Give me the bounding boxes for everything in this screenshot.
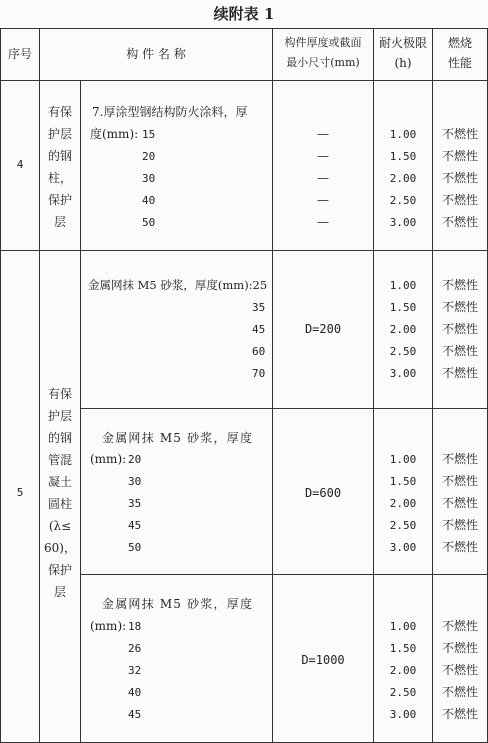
group2-desc-line1: 金属网抹 M5 砂浆，厚度: [102, 431, 254, 445]
row4-category-6: 层: [53, 215, 66, 229]
header-thickness-2: 最小尺寸(mm): [286, 56, 360, 69]
row4-category-2: 护层: [47, 127, 72, 141]
group3-dim: D=1000: [301, 653, 345, 667]
row4-dim-1: —: [317, 127, 329, 141]
group2-dim: D=600: [304, 486, 342, 500]
row4-category-4: 柱，: [47, 171, 72, 185]
group3-thickness-2: 26: [128, 642, 142, 655]
group1-burn-1: 不燃性: [441, 278, 478, 292]
row4-limit-1: 1.00: [389, 128, 417, 141]
header-seq: 序号: [7, 47, 32, 61]
group3-thickness-3: 32: [128, 664, 142, 677]
group3-limit-3: 2.00: [389, 664, 417, 677]
row4-thickness-5: 50: [142, 216, 156, 229]
row4-category-5: 保护: [47, 193, 72, 207]
group2-burn-4: 不燃性: [441, 518, 478, 532]
group1-dim: D=200: [304, 322, 342, 336]
header-limit-2: (h): [394, 56, 412, 70]
row4-limit-4: 2.50: [389, 194, 417, 207]
row4-seq: 4: [16, 158, 24, 171]
group1-burn-5: 不燃性: [441, 366, 478, 380]
group1-burn-4: 不燃性: [441, 344, 478, 358]
rule-group1-bottom: [80, 408, 488, 409]
group2-thickness-1: 20: [128, 453, 142, 466]
rule-row4-bottom: [0, 250, 488, 251]
rule-top: [0, 28, 488, 29]
row4-thickness-4: 40: [142, 194, 156, 207]
row5-seq: 5: [16, 486, 24, 499]
header-burn-1: 燃烧: [447, 36, 472, 50]
rule-header: [0, 80, 488, 81]
group1-thickness-2: 35: [252, 301, 266, 314]
group3-limit-5: 3.00: [389, 708, 417, 721]
group2-thickness-2: 30: [128, 475, 142, 488]
row5-category-1: 有保: [47, 387, 72, 401]
group1-limit-5: 3.00: [389, 367, 417, 380]
header-burn-2: 性能: [447, 56, 472, 70]
row4-limit-5: 3.00: [389, 216, 417, 229]
row5-category-5: 凝土: [47, 475, 72, 489]
group2-limit-5: 3.00: [389, 541, 417, 554]
row4-thickness-1: 15: [142, 128, 156, 141]
row4-thickness-2: 20: [142, 150, 156, 163]
group3-burn-2: 不燃性: [441, 641, 478, 655]
rule-group2-bottom: [80, 574, 488, 575]
row4-dim-4: —: [317, 193, 329, 207]
group3-burn-3: 不燃性: [441, 663, 478, 677]
row5-category-7: (λ≤: [48, 519, 72, 533]
group2-burn-3: 不燃性: [441, 496, 478, 510]
group3-limit-1: 1.00: [389, 620, 417, 633]
group3-desc-prefix: (mm):: [90, 619, 127, 633]
group3-thickness-1: 18: [128, 620, 142, 633]
row4-limit-2: 1.50: [389, 150, 417, 163]
group2-burn-1: 不燃性: [441, 452, 478, 466]
group2-burn-2: 不燃性: [441, 474, 478, 488]
row5-category-2: 护层: [47, 409, 72, 423]
group3-limit-2: 1.50: [389, 642, 417, 655]
row5-category-10: 层: [53, 585, 66, 599]
group1-limit-1: 1.00: [389, 279, 417, 292]
row4-category-3: 的钢: [47, 149, 72, 163]
header-name: 构 件 名 称: [126, 47, 186, 61]
row5-category-6: 圆柱: [47, 497, 72, 511]
row4-dim-3: —: [317, 171, 329, 185]
group3-desc-line1: 金属网抹 M5 砂浆，厚度: [102, 597, 254, 611]
group1-thickness-3: 45: [252, 323, 266, 336]
row4-burn-2: 不燃性: [441, 149, 478, 163]
rule-seq: [39, 28, 40, 743]
group2-desc-prefix: (mm):: [90, 452, 127, 466]
row4-dim-2: —: [317, 149, 329, 163]
row4-category-1: 有保: [47, 105, 72, 119]
group3-thickness-4: 40: [128, 686, 142, 699]
group1-thickness-5: 70: [252, 367, 266, 380]
group2-limit-3: 2.00: [389, 497, 417, 510]
group1-thickness-4: 60: [252, 345, 266, 358]
row4-dim-5: —: [317, 215, 329, 229]
group1-limit-4: 2.50: [389, 345, 417, 358]
group1-desc-line1: 金属网抹 M5 砂浆，厚度(mm):25: [88, 278, 268, 292]
group2-burn-5: 不燃性: [441, 540, 478, 554]
row4-thickness-3: 30: [142, 172, 156, 185]
row5-category-9: 保护: [47, 563, 72, 577]
group2-thickness-3: 35: [128, 497, 142, 510]
header-limit-1: 耐火极限: [378, 36, 427, 50]
group1-burn-2: 不燃性: [441, 300, 478, 314]
group2-limit-2: 1.50: [389, 475, 417, 488]
group1-burn-3: 不燃性: [441, 322, 478, 336]
row4-burn-5: 不燃性: [441, 215, 478, 229]
row4-burn-4: 不燃性: [441, 193, 478, 207]
group2-thickness-4: 45: [128, 519, 142, 532]
group3-burn-5: 不燃性: [441, 707, 478, 721]
header-thickness-1: 构件厚度或截面: [284, 36, 362, 49]
row5-category-8: 60)，: [44, 541, 76, 555]
row4-limit-3: 2.00: [389, 172, 417, 185]
fire-resistance-table: [0, 28, 488, 743]
row4-burn-3: 不燃性: [441, 171, 478, 185]
table-title: 续附表 1: [213, 5, 275, 23]
group2-limit-1: 1.00: [389, 453, 417, 466]
group1-limit-3: 2.00: [389, 323, 417, 336]
group2-limit-4: 2.50: [389, 519, 417, 532]
rule-left: [0, 28, 1, 743]
group2-thickness-5: 50: [128, 541, 142, 554]
group3-thickness-5: 45: [128, 708, 142, 721]
row4-burn-1: 不燃性: [441, 127, 478, 141]
group3-burn-4: 不燃性: [441, 685, 478, 699]
row5-category-3: 的钢: [47, 431, 72, 445]
row5-category-4: 管混: [47, 453, 72, 467]
group1-limit-2: 1.50: [389, 301, 417, 314]
row4-desc-prefix: 度(mm):: [90, 127, 139, 141]
row4-desc-line1: 7.厚涂型钢结构防火涂料，厚: [92, 105, 248, 119]
group3-limit-4: 2.50: [389, 686, 417, 699]
rule-category: [80, 80, 81, 743]
group3-burn-1: 不燃性: [441, 619, 478, 633]
